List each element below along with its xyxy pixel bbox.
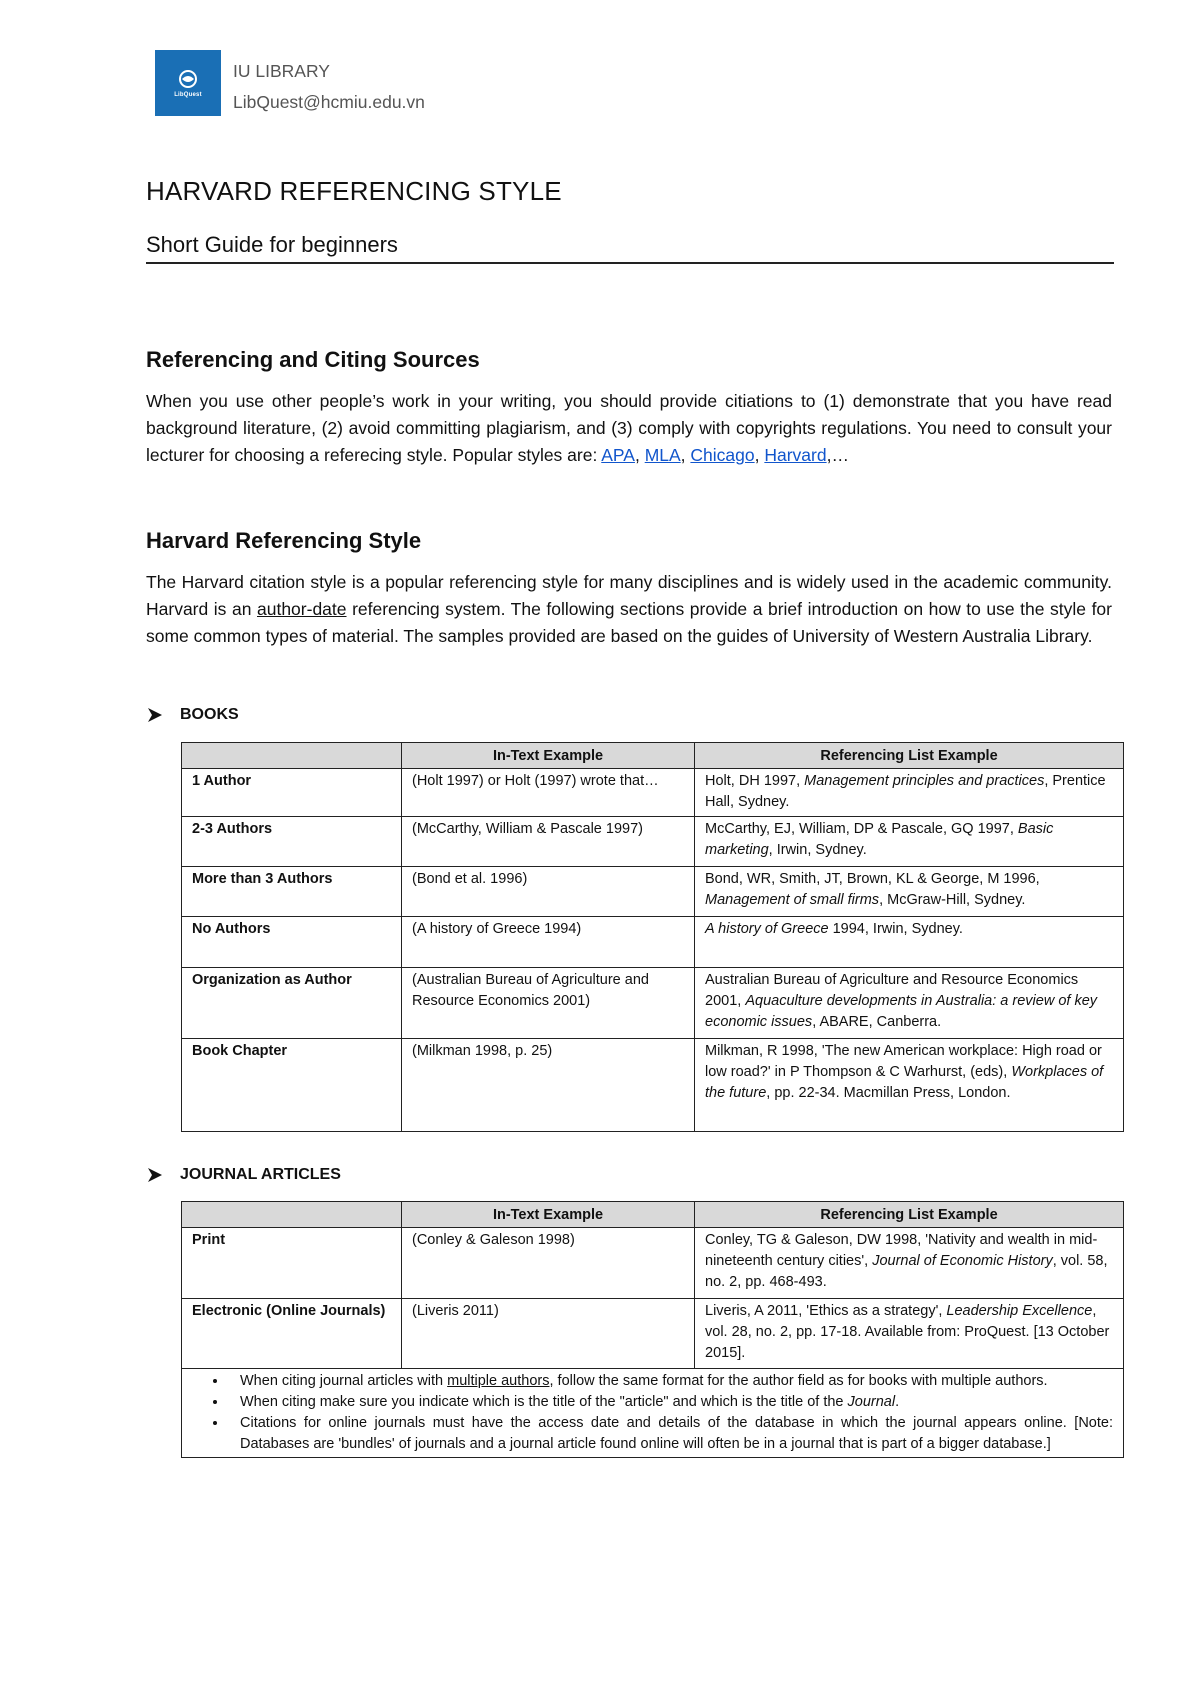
table-row: [182, 1228, 1124, 1299]
note-item: • When citing make sure you indicate which is the title of the "article" and which is the title of the Journal.: [228, 1392, 1113, 1413]
subtitle-block: [146, 232, 1114, 264]
libquest-logo: [155, 50, 221, 116]
row-label: Electronic (Online Journals): [182, 1299, 402, 1369]
table-row: [182, 968, 1124, 1039]
table-header-row: [182, 1202, 1124, 1228]
intext-example: (Conley & Galeson 1998): [402, 1228, 695, 1299]
library-name: IU LIBRARY: [233, 61, 330, 81]
library-header: [155, 50, 425, 118]
row-label: 1 Author: [182, 769, 402, 817]
journals-table: [181, 1201, 1124, 1458]
link-apa[interactable]: APA: [601, 445, 635, 465]
intext-example: (Milkman 1998, p. 25): [402, 1039, 695, 1132]
reference-example: Holt, DH 1997, Management principles and practices, Prentice Hall, Sydney.: [695, 769, 1124, 817]
document-subtitle: Short Guide for beginners: [146, 232, 398, 257]
logo-label: LibQuest: [174, 91, 202, 98]
row-label: Organization as Author: [182, 968, 402, 1039]
journals-heading: JOURNAL ARTICLES: [146, 1166, 341, 1184]
section-text-citing: When you use other people’s work in your writing, you should provide citiations to (1) demonstrate that you have read background literature, (2) avoid committing plagiarism, and (3) comply with copyrights regulations. You need to consult your lecturer for choosing a referecing style. Popular styles are: APA, MLA, Chicago, Harvard,…: [146, 391, 1112, 465]
intext-example: (Australian Bureau of Agriculture and Resource Economics 2001): [402, 968, 695, 1039]
reference-example: Liveris, A 2011, 'Ethics as a strategy', Leadership Excellence, vol. 28, no. 2, pp. 17-18. Available from: ProQuest. [13 October 2015].: [695, 1299, 1124, 1369]
header-reflist: Referencing List Example: [695, 1202, 1124, 1228]
link-chicago[interactable]: Chicago: [690, 445, 755, 465]
reference-example: Bond, WR, Smith, JT, Brown, KL & George, M 1996, Management of small firms, McGraw-Hill, Sydney.: [695, 867, 1124, 917]
intext-example: (Liveris 2011): [402, 1299, 695, 1369]
header-blank: [182, 743, 402, 769]
document-title: HARVARD REFERENCING STYLE: [146, 176, 562, 206]
table-row: [182, 769, 1124, 817]
row-label: No Authors: [182, 917, 402, 968]
note-item: • When citing journal articles with multiple authors, follow the same format for the author field as for books with multiple authors.: [228, 1371, 1113, 1392]
header-blank: [182, 1202, 402, 1228]
intext-example: (A history of Greece 1994): [402, 917, 695, 968]
arrow-bullet-icon: [146, 1166, 164, 1184]
reference-example: McCarthy, EJ, William, DP & Pascale, GQ 1997, Basic marketing, Irwin, Sydney.: [695, 817, 1124, 867]
journal-notes: [182, 1369, 1124, 1458]
table-header-row: [182, 743, 1124, 769]
books-heading: BOOKS: [146, 706, 239, 724]
table-row: [182, 917, 1124, 968]
table-row: [182, 817, 1124, 867]
author-date-term: author-date: [257, 599, 347, 619]
reference-example: Australian Bureau of Agriculture and Resource Economics 2001, Aquaculture developments in Australia: a review of key economic issues, ABARE, Canberra.: [695, 968, 1124, 1039]
section-text-harvard: The Harvard citation style is a popular referencing style for many disciplines and is widely used in the academic community. Harvard is an author-date referencing system. The following sections provide a brief introduction on how to use the style for some common types of material. The samples provided are based on the guides of University of Western Australia Library.: [146, 572, 1112, 646]
table-row: [182, 1299, 1124, 1369]
section-heading-harvard: Harvard Referencing Style: [146, 528, 422, 553]
note-item: • Citations for online journals must have the access date and details of the database in which the journal appears online. [Note: Databases are 'bundles' of journals and a journal article found online will often be in a journal that is part of a bigger database.]: [228, 1413, 1113, 1455]
reference-example: Conley, TG & Galeson, DW 1998, 'Nativity and wealth in mid-nineteenth century cities', Journal of Economic History, vol. 58, no. 2, pp. 468-493.: [695, 1228, 1124, 1299]
notes-row: [182, 1369, 1124, 1458]
intext-example: (Holt 1997) or Holt (1997) wrote that…: [402, 769, 695, 817]
link-mla[interactable]: MLA: [644, 445, 681, 465]
globe-icon: [178, 69, 198, 89]
reference-example: A history of Greece 1994, Irwin, Sydney.: [695, 917, 1124, 968]
link-harvard[interactable]: Harvard: [764, 445, 827, 465]
section-heading-citing: Referencing and Citing Sources: [146, 347, 480, 372]
header-reflist: Referencing List Example: [695, 743, 1124, 769]
intext-example: (McCarthy, William & Pascale 1997): [402, 817, 695, 867]
row-label: 2-3 Authors: [182, 817, 402, 867]
arrow-bullet-icon: [146, 706, 164, 724]
row-label: More than 3 Authors: [182, 867, 402, 917]
intext-example: (Bond et al. 1996): [402, 867, 695, 917]
books-table: [181, 742, 1124, 1132]
row-label: Book Chapter: [182, 1039, 402, 1132]
library-email[interactable]: LibQuest@hcmiu.edu.vn: [233, 92, 425, 112]
header-intext: In-Text Example: [402, 743, 695, 769]
table-row: [182, 867, 1124, 917]
reference-example: Milkman, R 1998, 'The new American workplace: High road or low road?' in P Thompson & C Warhurst, (eds), Workplaces of the future, pp. 22-34. Macmillan Press, London.: [695, 1039, 1124, 1132]
row-label: Print: [182, 1228, 402, 1299]
header-intext: In-Text Example: [402, 1202, 695, 1228]
table-row: [182, 1039, 1124, 1132]
